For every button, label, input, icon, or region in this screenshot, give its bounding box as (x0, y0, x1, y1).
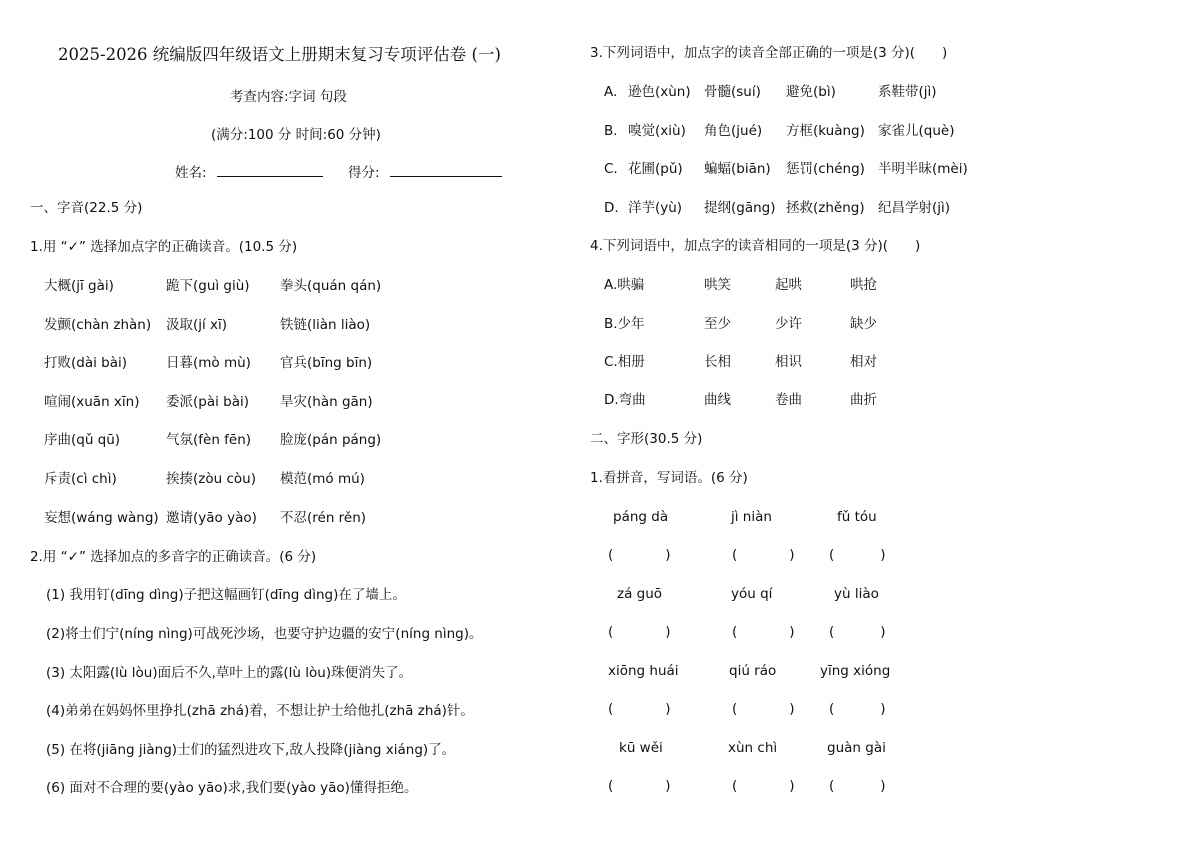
exam-meta: (满分:100 分 时间:60 分钟) (211, 127, 381, 143)
q3-option-word: 骨髓(suí) (704, 84, 761, 100)
q1-item: 邀请(yāo yào) (166, 510, 257, 526)
q1-item: 日暮(mò mù) (166, 355, 251, 371)
score-label: 得分: (348, 165, 380, 181)
answer-blank[interactable]: ( ) (829, 547, 886, 563)
pinyin-label: kū wěi (619, 740, 663, 756)
q1-item: 旱灾(hàn gān) (280, 394, 373, 410)
q3-option-word: 家雀儿(què) (878, 123, 955, 139)
pinyin-label: zá guō (617, 586, 663, 602)
answer-blank[interactable]: ( ) (829, 624, 886, 640)
q2-item: (3) 太阳露(lù lòu)面后不久,草叶上的露(lù lòu)珠便消失了。 (46, 665, 413, 681)
answer-blank[interactable]: ( ) (608, 624, 671, 640)
q3-option-word: 蝙蝠(biān) (704, 161, 771, 177)
q4-option-word: 相对 (850, 354, 877, 370)
q1-item: 打败(dài bài) (44, 355, 128, 371)
q3-option-word: 角色(jué) (704, 123, 763, 139)
pinyin-label: jì niàn (731, 509, 772, 525)
q4-option-word: B.少年 (604, 316, 645, 332)
q2-item: (6) 面对不合理的要(yào yāo)求,我们要(yào yāo)懂得拒绝。 (46, 780, 418, 796)
answer-blank[interactable]: ( ) (732, 624, 795, 640)
q4-prompt: 4.下列词语中，加点字的读音相同的一项是(3 分)( ) (590, 238, 921, 254)
q3-option-word: 嗅觉(xiù) (628, 123, 686, 139)
q4-option-word: 哄抢 (850, 277, 877, 293)
answer-blank[interactable]: ( ) (608, 778, 671, 794)
pinyin-label: fǔ tóu (837, 509, 877, 525)
q3-option-letter: A. (604, 84, 618, 100)
q3-option-letter: C. (604, 161, 618, 177)
q1-item: 委派(pài bài) (166, 394, 250, 410)
answer-blank[interactable]: ( ) (732, 547, 795, 563)
q1-item: 不忍(rén rěn) (280, 510, 367, 526)
name-blank (217, 161, 323, 177)
name-label: 姓名: (175, 165, 207, 181)
q1-item: 汲取(jí xī) (166, 317, 228, 333)
q3-option-word: 系鞋带(jì) (878, 84, 937, 100)
pinyin-label: qiú ráo (729, 663, 777, 679)
q4-option-word: 相识 (775, 354, 802, 370)
q1-item: 斥责(cì chì) (44, 471, 117, 487)
answer-blank[interactable]: ( ) (829, 778, 886, 794)
section1-heading: 一、字音(22.5 分) (30, 200, 143, 216)
score-field (348, 161, 502, 183)
q1-item: 官兵(bīng bīn) (280, 355, 373, 371)
q4-option-word: C.相册 (604, 354, 645, 370)
q3-prompt: 3.下列词语中，加点字的读音全部正确的一项是(3 分)( ) (590, 45, 948, 61)
q4-option-word: 卷曲 (775, 392, 802, 408)
q1-item: 妄想(wáng wàng) (44, 510, 159, 526)
q4-option-word: 长相 (704, 354, 731, 370)
q1-item: 序曲(qǔ qū) (44, 432, 121, 448)
q2-prompt: 2.用 “✓” 选择加点的多音字的正确读音。(6 分) (30, 549, 317, 565)
pinyin-label: yóu qí (731, 586, 773, 602)
q3-option-letter: B. (604, 123, 618, 139)
q3-option-word: 纪昌学射(jì) (878, 200, 951, 216)
q3-option-word: 提纲(gāng) (704, 200, 776, 216)
q3-option-word: 洋芋(yù) (628, 200, 683, 216)
q1-item: 拳头(quán qán) (280, 278, 382, 294)
answer-blank[interactable]: ( ) (732, 778, 795, 794)
pinyin-label: páng dà (613, 509, 669, 525)
q4-option-word: A.哄骗 (604, 277, 645, 293)
q4-option-word: 起哄 (775, 277, 802, 293)
pinyin-label: xiōng huái (608, 663, 679, 679)
exam-title: 2025-2026 统编版四年级语文上册期末复习专项评估卷 (一) (58, 45, 501, 64)
section2-heading: 二、字形(30.5 分) (590, 431, 703, 447)
pinyin-label: guàn gài (827, 740, 886, 756)
q3-option-word: 惩罚(chéng) (786, 161, 865, 177)
q1-item: 喧闹(xuān xīn) (44, 394, 140, 410)
q3-option-word: 半明半昧(mèi) (878, 161, 968, 177)
q4-option-word: 哄笑 (704, 277, 731, 293)
q3-option-word: 方框(kuàng) (786, 123, 865, 139)
answer-blank[interactable]: ( ) (829, 701, 886, 717)
score-blank (390, 161, 502, 177)
q4-option-word: D.弯曲 (604, 392, 646, 408)
q5-prompt: 1.看拼音，写词语。(6 分) (590, 470, 748, 486)
q1-item: 大概(jī gài) (44, 278, 114, 294)
q1-item: 模范(mó mú) (280, 471, 365, 487)
q1-item: 气氛(fèn fēn) (166, 432, 252, 448)
q1-item: 发颤(chàn zhàn) (44, 317, 152, 333)
q4-option-word: 曲折 (850, 392, 877, 408)
q2-item: (4)弟弟在妈妈怀里挣扎(zhā zhá)着，不想让护士给他扎(zhā zhá)针。 (46, 703, 474, 719)
answer-blank[interactable]: ( ) (732, 701, 795, 717)
answer-blank[interactable]: ( ) (608, 701, 671, 717)
q1-item: 铁链(liàn liào) (280, 317, 371, 333)
name-field (175, 161, 323, 183)
q3-option-letter: D. (604, 200, 619, 216)
q4-option-word: 缺少 (850, 316, 877, 332)
q3-option-word: 逊色(xùn) (628, 84, 691, 100)
exam-scope: 考查内容:字词 句段 (230, 89, 347, 105)
q2-item: (1) 我用钉(dīng dìng)子把这幅画钉(dīng dìng)在了墙上。 (46, 587, 406, 603)
q2-item: (5) 在将(jiāng jiàng)士们的猛烈进攻下,敌人投降(jiàng xiáng)了。 (46, 742, 456, 758)
q2-item: (2)将士们宁(níng nìng)可战死沙场，也要守护边疆的安宁(níng nìng)。 (46, 626, 483, 642)
q3-option-word: 花圃(pǔ) (628, 161, 683, 177)
q4-option-word: 至少 (704, 316, 731, 332)
q4-option-word: 少许 (775, 316, 802, 332)
q3-option-word: 拯救(zhěng) (786, 200, 865, 216)
q1-item: 跪下(guì giù) (166, 278, 250, 294)
q1-item: 脸庞(pán páng) (280, 432, 382, 448)
q4-option-word: 曲线 (704, 392, 731, 408)
q1-prompt: 1.用 “✓” 选择加点字的正确读音。(10.5 分) (30, 239, 298, 255)
pinyin-label: yù liào (834, 586, 879, 602)
pinyin-label: xùn chì (728, 740, 778, 756)
pinyin-label: yīng xióng (820, 663, 891, 679)
q1-item: 挨揍(zòu còu) (166, 471, 256, 487)
q3-option-word: 避免(bì) (786, 84, 836, 100)
answer-blank[interactable]: ( ) (608, 547, 671, 563)
